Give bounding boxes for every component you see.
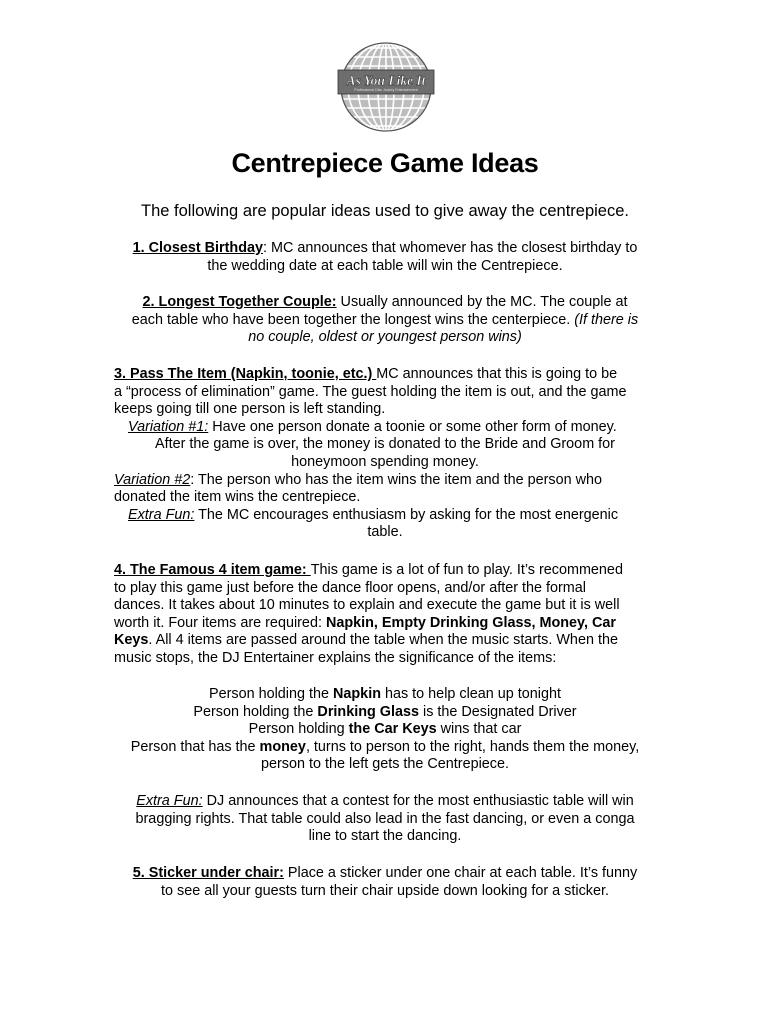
text-line: dances. It takes about 10 minutes to explain and execute the game but it is well	[114, 597, 620, 614]
text-line: worth it. Four items are required:	[114, 614, 326, 631]
rule-text: wins that car	[436, 721, 522, 738]
as-you-like-it-logo	[336, 40, 436, 134]
text-line: MC announces that this is going to be	[376, 366, 618, 382]
text-line: the wedding date at each table will win the Centrepiece.	[207, 257, 563, 274]
text-line: honeymoon spending money.	[291, 453, 479, 470]
item-rules	[114, 686, 656, 774]
italic-note: no couple, oldest or youngest person wins)	[248, 329, 522, 346]
section-heading: 2. Longest Together Couple:	[142, 294, 337, 310]
section-sticker-under-chair	[114, 865, 656, 900]
page-title: Centrepiece Game Ideas	[231, 148, 539, 178]
extra-fun-label: Extra Fun:	[128, 506, 195, 523]
extra-fun-label: Extra Fun:	[136, 793, 203, 809]
text-line: After the game is over, the money is donated to the Bride and Groom for	[155, 436, 615, 453]
text-line: keeps going till one person is left standing.	[114, 401, 386, 418]
text-line: Have one person donate a toonie or some other form of money.	[208, 418, 617, 435]
text-line: to play this game just before the dance floor opens, and/or after the formal	[114, 579, 586, 596]
section-heading: 4. The Famous 4 item game:	[114, 562, 311, 578]
rule-item: Napkin	[333, 686, 381, 702]
section-heading: 1. Closest Birthday	[132, 240, 263, 256]
text-line: music stops, the DJ Entertainer explains the significance of the items:	[114, 649, 557, 666]
logo-subtext: Professional Disc Jockey Entertainment	[354, 88, 418, 92]
logo-text: As You Like It	[346, 73, 426, 88]
intro-text: The following are popular ideas used to give away the centrepiece.	[141, 202, 629, 220]
text-line: line to start the dancing.	[308, 828, 462, 845]
text-line: each table who have been together the longest wins the centerpiece.	[131, 311, 575, 328]
items-list: Keys	[114, 632, 149, 649]
rule-text: is the Designated Driver	[419, 703, 577, 720]
section-heading: 5. Sticker under chair:	[132, 865, 284, 881]
text-line: a “process of elimination” game. The guest holding the item is out, and the game	[114, 383, 627, 400]
text-line: Usually announced by the MC. The couple at	[336, 294, 628, 310]
text-line: Place a sticker under one chair at each table. It’s funny	[283, 865, 638, 881]
text-line: : The person who has the item wins the item and the person who	[190, 471, 602, 488]
section-closest-birthday	[114, 240, 656, 275]
text-line: DJ announces that a contest for the most enthusiastic table will win	[202, 793, 634, 809]
text-line: . All 4 items are passed around the table when the music starts. When the	[148, 632, 618, 649]
section-longest-together	[114, 294, 656, 347]
rule-item: money	[259, 738, 306, 755]
italic-note: (If there is	[574, 311, 639, 328]
heading-separator: :	[263, 240, 267, 256]
rule-item: Drinking Glass	[317, 703, 419, 720]
rule-item: the Car Keys	[348, 721, 437, 738]
rule-text: Person holding the	[208, 686, 333, 702]
variation-label: Variation #1:	[128, 418, 209, 435]
rule-text: Person holding the	[193, 703, 318, 720]
items-list: Napkin, Empty Drinking Glass, Money, Car	[325, 614, 616, 631]
text-line: This game is a lot of fun to play. It’s recommened	[310, 562, 623, 578]
section-4-extra-fun	[114, 793, 656, 846]
text-line: donated the item wins the centrepiece.	[114, 489, 361, 506]
variation-label: Variation #2	[114, 471, 191, 488]
text-line: bragging rights. That table could also lead in the fast dancing, or even a conga	[135, 810, 635, 827]
rule-text: person to the left gets the Centrepiece.	[261, 756, 509, 773]
rule-text: Person that has the	[130, 738, 260, 755]
section-pass-the-item	[114, 366, 656, 542]
text-line: The MC encourages enthusiasm by asking for the most energenic	[194, 506, 619, 523]
rule-text: has to help clean up tonight	[380, 686, 562, 702]
rule-text: , turns to person to the right, hands them the money,	[305, 738, 640, 755]
rule-text: Person holding	[248, 721, 349, 738]
text-line: MC announces that whomever has the closest birthday to	[267, 240, 638, 256]
section-famous-4-item	[114, 562, 656, 668]
text-line: to see all your guests turn their chair upside down looking for a sticker.	[161, 882, 609, 899]
section-heading: 3. Pass The Item (Napkin, toonie, etc.)	[114, 366, 377, 382]
text-line: table.	[367, 524, 403, 541]
